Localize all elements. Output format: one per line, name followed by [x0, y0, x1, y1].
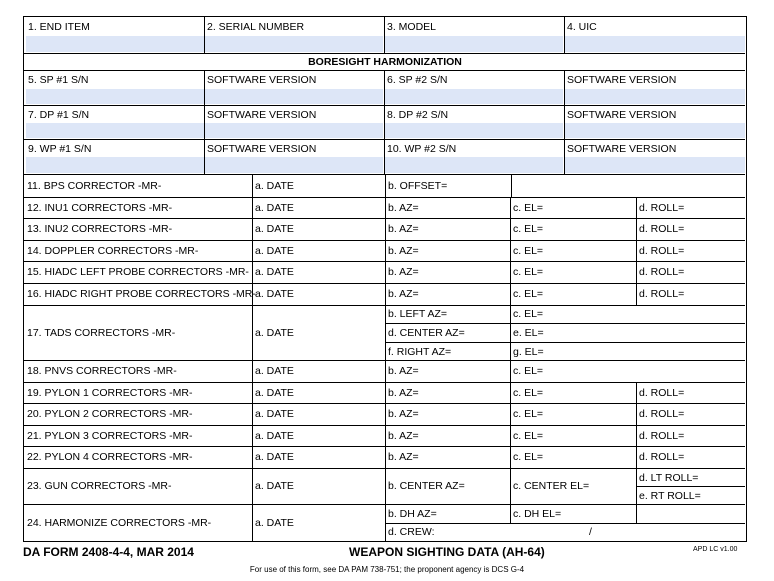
model-field[interactable]: [385, 36, 563, 52]
inu1-az-label: b. AZ=: [388, 202, 419, 214]
inu1-corrector-label: 12. INU1 CORRECTORS -MR-: [27, 202, 173, 214]
tads-right-az-label: f. RIGHT AZ=: [388, 346, 452, 358]
wp1-sn-field[interactable]: [26, 157, 204, 173]
inu2-el-label: c. EL=: [513, 223, 544, 235]
inu1-el-label: c. EL=: [513, 202, 544, 214]
bps-date-label: a. DATE: [255, 180, 294, 192]
pylon2-date-label: a. DATE: [255, 408, 294, 420]
end-item-field[interactable]: [26, 36, 204, 52]
hiadc-left-date-label: a. DATE: [255, 266, 294, 278]
pylon3-el-label: c. EL=: [513, 430, 544, 442]
sp2-sn-label: 6. SP #2 S/N: [387, 74, 448, 86]
inu2-roll-label: d. ROLL=: [639, 223, 685, 235]
crew-label: d. CREW:: [388, 526, 435, 538]
hiadc-right-roll-label: d. ROLL=: [639, 288, 685, 300]
gun-lt-roll-label: d. LT ROLL=: [639, 472, 699, 484]
wp1-software-field[interactable]: [205, 157, 383, 173]
tads-right-el-label: g. EL=: [513, 346, 544, 358]
dp2-sn-field[interactable]: [385, 123, 563, 138]
pylon1-az-label: b. AZ=: [388, 387, 419, 399]
dp2-software-field[interactable]: [565, 123, 745, 138]
pylon3-date-label: a. DATE: [255, 430, 294, 442]
dp2-software-label: SOFTWARE VERSION: [567, 109, 677, 121]
dp1-software-field[interactable]: [205, 123, 383, 138]
wp2-software-label: SOFTWARE VERSION: [567, 143, 677, 155]
inu2-az-label: b. AZ=: [388, 223, 419, 235]
hiadc-right-az-label: b. AZ=: [388, 288, 419, 300]
doppler-el-label: c. EL=: [513, 245, 544, 257]
dp1-sn-field[interactable]: [26, 123, 204, 138]
tads-left-az-label: b. LEFT AZ=: [388, 308, 448, 320]
bps-corrector-label: 11. BPS CORRECTOR -MR-: [27, 180, 162, 192]
form-title: WEAPON SIGHTING DATA (AH-64): [349, 545, 545, 559]
model-label: 3. MODEL: [387, 21, 437, 33]
pylon1-date-label: a. DATE: [255, 387, 294, 399]
pylon4-roll-label: d. ROLL=: [639, 451, 685, 463]
weapon-sighting-form: [23, 16, 747, 542]
gun-date-label: a. DATE: [255, 480, 294, 492]
pylon2-az-label: b. AZ=: [388, 408, 419, 420]
doppler-az-label: b. AZ=: [388, 245, 419, 257]
serial-number-field[interactable]: [205, 36, 383, 52]
pylon2-roll-label: d. ROLL=: [639, 408, 685, 420]
dp1-sn-label: 7. DP #1 S/N: [28, 109, 90, 121]
doppler-corrector-label: 14. DOPPLER CORRECTORS -MR-: [27, 245, 199, 257]
pnvs-corrector-label: 18. PNVS CORRECTORS -MR-: [27, 365, 177, 377]
tads-left-el-label: c. EL=: [513, 308, 544, 320]
doppler-roll-label: d. ROLL=: [639, 245, 685, 257]
sp1-software-label: SOFTWARE VERSION: [207, 74, 317, 86]
wp2-software-field[interactable]: [565, 157, 745, 173]
pylon2-el-label: c. EL=: [513, 408, 544, 420]
pylon1-el-label: c. EL=: [513, 387, 544, 399]
dp2-sn-label: 8. DP #2 S/N: [387, 109, 449, 121]
uic-label: 4. UIC: [567, 21, 597, 33]
tads-date-label: a. DATE: [255, 327, 294, 339]
bps-offset-label: b. OFFSET=: [388, 180, 448, 192]
tads-center-az-label: d. CENTER AZ=: [388, 327, 465, 339]
pnvs-az-label: b. AZ=: [388, 365, 419, 377]
wp1-sn-label: 9. WP #1 S/N: [28, 143, 92, 155]
inu2-corrector-label: 13. INU2 CORRECTORS -MR-: [27, 223, 173, 235]
harmonize-corrector-label: 24. HARMONIZE CORRECTORS -MR-: [27, 517, 212, 529]
gun-center-el-label: c. CENTER EL=: [513, 480, 590, 492]
pylon4-el-label: c. EL=: [513, 451, 544, 463]
hiadc-right-el-label: c. EL=: [513, 288, 544, 300]
sp1-software-field[interactable]: [205, 89, 383, 104]
inu2-date-label: a. DATE: [255, 223, 294, 235]
sp2-software-field[interactable]: [565, 89, 745, 104]
hiadc-left-el-label: c. EL=: [513, 266, 544, 278]
sp2-software-label: SOFTWARE VERSION: [567, 74, 677, 86]
hiadc-left-corrector-label: 15. HIADC LEFT PROBE CORRECTORS -MR-: [27, 266, 249, 278]
gun-center-az-label: b. CENTER AZ=: [388, 480, 465, 492]
hiadc-left-az-label: b. AZ=: [388, 266, 419, 278]
harmonize-dh-el-label: c. DH EL=: [513, 508, 562, 520]
pylon3-corrector-label: 21. PYLON 3 CORRECTORS -MR-: [27, 430, 193, 442]
gun-rt-roll-label: e. RT ROLL=: [639, 490, 701, 502]
pylon3-az-label: b. AZ=: [388, 430, 419, 442]
section-title: BORESIGHT HARMONIZATION: [308, 56, 462, 68]
hiadc-right-corrector-label: 16. HIADC RIGHT PROBE CORRECTORS -MR-: [27, 288, 256, 300]
sp2-sn-field[interactable]: [385, 89, 563, 104]
dp1-software-label: SOFTWARE VERSION: [207, 109, 317, 121]
gun-corrector-label: 23. GUN CORRECTORS -MR-: [27, 480, 172, 492]
harmonize-date-label: a. DATE: [255, 517, 294, 529]
form-id: DA FORM 2408-4-4, MAR 2014: [23, 545, 194, 559]
pylon1-corrector-label: 19. PYLON 1 CORRECTORS -MR-: [27, 387, 193, 399]
wp2-sn-field[interactable]: [385, 157, 563, 173]
sp1-sn-label: 5. SP #1 S/N: [28, 74, 89, 86]
tads-corrector-label: 17. TADS CORRECTORS -MR-: [27, 327, 176, 339]
pylon3-roll-label: d. ROLL=: [639, 430, 685, 442]
uic-field[interactable]: [565, 36, 745, 52]
wp1-software-label: SOFTWARE VERSION: [207, 143, 317, 155]
form-version: APD LC v1.00: [693, 546, 738, 553]
crew-separator: /: [589, 526, 592, 538]
doppler-date-label: a. DATE: [255, 245, 294, 257]
inu1-roll-label: d. ROLL=: [639, 202, 685, 214]
pylon4-az-label: b. AZ=: [388, 451, 419, 463]
pnvs-date-label: a. DATE: [255, 365, 294, 377]
harmonize-dh-az-label: b. DH AZ=: [388, 508, 437, 520]
pylon2-corrector-label: 20. PYLON 2 CORRECTORS -MR-: [27, 408, 193, 420]
pylon4-corrector-label: 22. PYLON 4 CORRECTORS -MR-: [27, 451, 193, 463]
hiadc-right-date-label: a. DATE: [255, 288, 294, 300]
wp2-sn-label: 10. WP #2 S/N: [387, 143, 457, 155]
pnvs-el-label: c. EL=: [513, 365, 544, 377]
pylon4-date-label: a. DATE: [255, 451, 294, 463]
sp1-sn-field[interactable]: [26, 89, 204, 104]
end-item-label: 1. END ITEM: [28, 21, 90, 33]
hiadc-left-roll-label: d. ROLL=: [639, 266, 685, 278]
pylon1-roll-label: d. ROLL=: [639, 387, 685, 399]
tads-center-el-label: e. EL=: [513, 327, 544, 339]
serial-number-label: 2. SERIAL NUMBER: [207, 21, 305, 33]
proponent-note: For use of this form, see DA PAM 738-751; the proponent agency is DCS G-4: [249, 565, 525, 574]
inu1-date-label: a. DATE: [255, 202, 294, 214]
